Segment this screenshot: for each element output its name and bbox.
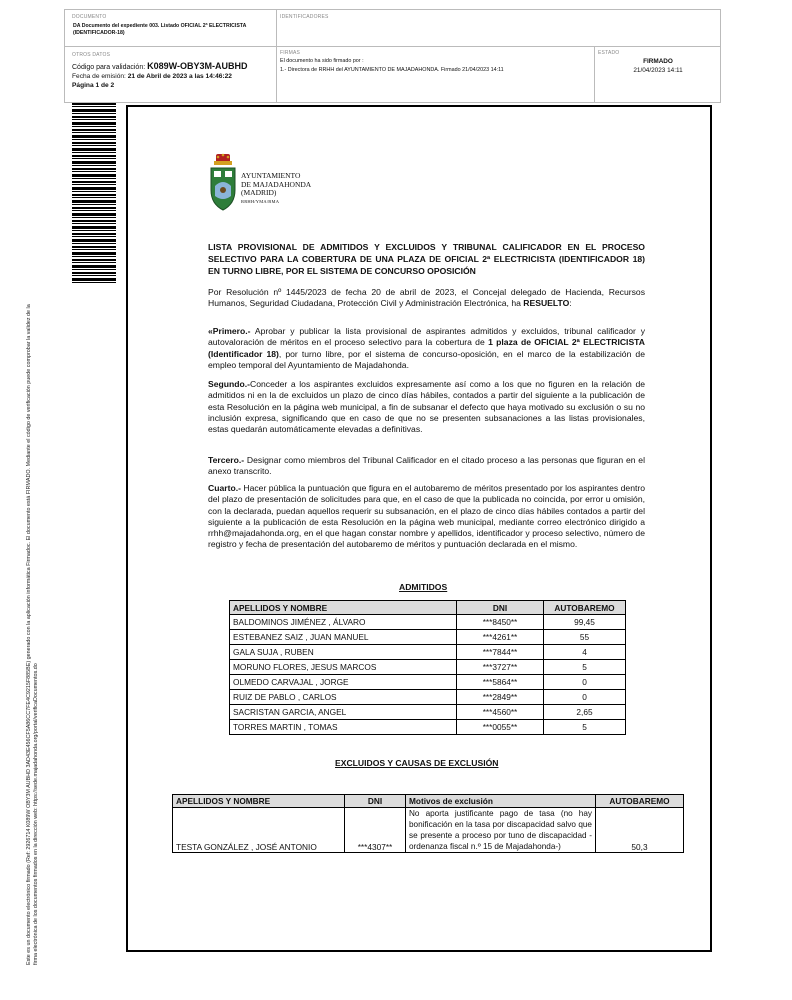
admitidos-heading: ADMITIDOS	[399, 582, 448, 592]
identificadores-label: IDENTIFICADORES	[280, 14, 329, 20]
primero-text-1: Aprobar y publicar la lista provisional de aspirantes admitidos y excluidos, tribunal calificador y autovaloración de méritos en el proceso selectivo para la cobertura de	[208, 326, 645, 348]
cell-score: 4	[544, 645, 626, 660]
firmas-label: FIRMAS	[280, 50, 301, 56]
table-row	[230, 690, 626, 705]
coat-of-arms-icon	[208, 152, 238, 214]
col-apellidos: APELLIDOS Y NOMBRE	[173, 795, 345, 808]
table-row	[230, 645, 626, 660]
cuarto-paragraph	[208, 483, 645, 551]
table-row	[230, 630, 626, 645]
col-dni: DNI	[345, 795, 406, 808]
cell-dni: ***8450**	[457, 615, 544, 630]
primero-text-2: , por turno libre, por el sistema de concurso-oposición, en el marco de la estabilización de empleo temporal del Ayuntamiento de Majadahonda.	[208, 348, 645, 370]
document-title: LISTA PROVISIONAL DE ADMITIDOS Y EXCLUIDOS Y TRIBUNAL CALIFICADOR EN EL PROCESO SELECTIVO PARA LA COBERTURA DE UNA PLAZA DE OFICIAL 2ª ELECTRICISTA (IDENTIFICADOR 18) EN TURNO LIBRE, POR EL SISTEMA DE CONCURSO OPOSICIÓN	[208, 242, 645, 276]
cell-dni: ***3727**	[457, 660, 544, 675]
firmas-intro: El documento ha sido firmado por :	[280, 58, 364, 64]
cell-dni: ***4261**	[457, 630, 544, 645]
cell-name: TESTA GONZÁLEZ , JOSÉ ANTONIO	[173, 808, 345, 853]
intro-text: Por Resolución nº 1445/2023 de fecha 20 de abril de 2023, el Concejal delegado de Hacienda, Recursos Humanos, Seguridad Ciudadana, Protección Civil y Administración Electrónica, ha	[208, 287, 645, 309]
cell-score: 55	[544, 630, 626, 645]
table-row	[230, 720, 626, 735]
cell-dni: ***5864**	[457, 675, 544, 690]
intro-end: :	[569, 298, 572, 309]
cell-name: MORUNO FLORES, JESUS MARCOS	[230, 660, 457, 675]
intro-paragraph	[208, 287, 645, 310]
logo-line-4: RRHH/YMA/BMA	[241, 198, 280, 204]
col-autobaremo: AUTOBAREMO	[596, 795, 684, 808]
documento-label: DOCUMENTO	[72, 14, 107, 20]
document-header	[64, 9, 721, 103]
excluidos-header-row	[173, 795, 684, 808]
tercero-text: Designar como miembros del Tribunal Calificador en el citado proceso a las personas que figuran en el anexo transcrito.	[208, 455, 645, 477]
verification-side-text: Este es un documento electrónico firmado (Ref: 2926714 K089W OBY3M AUBHD 3AD43E456CF5A86CC7FE4C9215F885BE) generado con la aplicación informática Firmadoc. El documento está FIRMADO. Mediante el código de verificación puede comprobar la validez de la firma electrónica de los documentos firmados en la dirección web: https://sede.majadahonda.org/portal/verificaDocumentos.do	[26, 304, 39, 965]
cell-name: BALDOMINOS JIMÉNEZ , ÁLVARO	[230, 615, 457, 630]
admitidos-header-row	[230, 601, 626, 615]
tercero-lead: Tercero.-	[208, 455, 245, 465]
cell-name: SACRISTAN GARCIA, ANGEL	[230, 705, 457, 720]
excluidos-heading: EXCLUIDOS Y CAUSAS DE EXCLUSIÓN	[335, 758, 499, 768]
cuarto-text: Hacer pública la puntuación que figura en el autobaremo de méritos presentado por los aspirantes dentro del plazo de presentación de solicitudes para que, en el caso de que la publicada no coincida, por error u omisión, con la declarada, puedan aquellos requerir su subsanación, en el plazo de cinco días hábiles contados a partir del siguiente a la publicación de esta Resolución en la página web municipal, mediante correo electrónico dirigido a rrhh@majadahonda.org, en el que hagan constar nombre y apellidos, identificador y proceso selectivo, número de registro y fecha de presentación del autobaremo de méritos y puntuación declarada en el mismo.	[208, 483, 645, 550]
barcode-image	[72, 103, 116, 283]
col-apellidos: APELLIDOS Y NOMBRE	[230, 601, 457, 615]
cell-score: 5	[544, 720, 626, 735]
estado-value: FIRMADO	[643, 58, 673, 65]
admitidos-table	[229, 600, 626, 735]
cell-name: OLMEDO CARVAJAL , JORGE	[230, 675, 457, 690]
table-row	[173, 808, 684, 853]
cell-dni: ***7844**	[457, 645, 544, 660]
primero-bold: 1 plaza de OFICIAL 2ª ELECTRICISTA (Identificador 18)	[208, 337, 645, 359]
fecha-emision	[72, 73, 232, 80]
cell-dni: ***4560**	[457, 705, 544, 720]
segundo-paragraph	[208, 379, 645, 435]
cell-score: 0	[544, 690, 626, 705]
cell-score: 5	[544, 660, 626, 675]
intro-bold: RESUELTO	[523, 298, 570, 309]
cell-name: TORRES MARTIN , TOMAS	[230, 720, 457, 735]
table-row	[230, 675, 626, 690]
fecha-value: 21 de Abril de 2023 a las 14:46:22	[127, 73, 232, 80]
cell-name: GALA SUJA , RUBEN	[230, 645, 457, 660]
logo-line-2: DE MAJADAHONDA	[241, 179, 312, 189]
table-row	[230, 705, 626, 720]
logo-line-1: AYUNTAMIENTO	[241, 171, 301, 180]
primero-paragraph	[208, 326, 645, 371]
excluidos-table	[172, 794, 684, 853]
cell-score: 50,3	[596, 808, 684, 853]
tercero-paragraph	[208, 455, 645, 478]
codigo-value: K089W-OBY3M-AUBHD	[147, 61, 248, 71]
estado-fecha: 21/04/2023 14:11	[633, 67, 683, 74]
institution-name	[241, 172, 311, 206]
cell-name: ESTEBANEZ SAIZ , JUAN MANUEL	[230, 630, 457, 645]
cell-dni: ***2849**	[457, 690, 544, 705]
estado-label: ESTADO	[598, 50, 620, 56]
cell-dni: ***4307**	[345, 808, 406, 853]
fecha-label: Fecha de emisión:	[72, 73, 126, 80]
table-row	[230, 615, 626, 630]
cell-score: 99,45	[544, 615, 626, 630]
segundo-text: Conceder a los aspirantes excluidos expresamente así como a los que no figuren en la relación de admitidos ni en la de excluidos un plazo de cinco días hábiles, contados a partir del siguiente a la publicación de esta Resolución en la página web municipal, a fin de subsanar el defecto que haya motivado su exclusión o su no inclusión expresa, significando que en caso de que no se presenten subsanaciones a las listas provisionales, estas quedarán automáticamente elevadas a definitivas.	[208, 379, 645, 435]
table-row	[230, 660, 626, 675]
firmas-line: 1.- Directora de RRHH del AYUNTAMIENTO DE MAJADAHONDA. Firmado 21/04/2023 14:11	[280, 67, 504, 73]
cell-score: 0	[544, 675, 626, 690]
segundo-lead: Segundo.-	[208, 379, 251, 389]
page-number: Página 1 de 2	[72, 82, 115, 89]
cuarto-lead: Cuarto.-	[208, 483, 241, 493]
documento-value: DA Documento del expediente 003. Listado OFICIAL 2ª ELECTRICISTA (IDENTIFICADOR-18)	[73, 23, 247, 36]
logo-line-3: (MADRID)	[241, 188, 277, 197]
cell-motivo: No aporta justificante pago de tasa (no hay bonificación en la tasa por discapacidad salvo que se presente a proceso por tuno de discapacidad - ordenanza fiscal n.º 15 de Majadahonda-)	[406, 808, 596, 853]
cell-dni: ***0055**	[457, 720, 544, 735]
codigo-label: Código para validación:	[72, 64, 146, 71]
cell-score: 2,65	[544, 705, 626, 720]
col-autobaremo: AUTOBAREMO	[544, 601, 626, 615]
otros-datos-label: OTROS DATOS	[72, 52, 111, 58]
cell-name: RUIZ DE PABLO , CARLOS	[230, 690, 457, 705]
col-dni: DNI	[457, 601, 544, 615]
primero-lead: «Primero.-	[208, 326, 251, 336]
codigo-validacion	[72, 61, 247, 71]
col-motivos: Motivos de exclusión	[406, 795, 596, 808]
